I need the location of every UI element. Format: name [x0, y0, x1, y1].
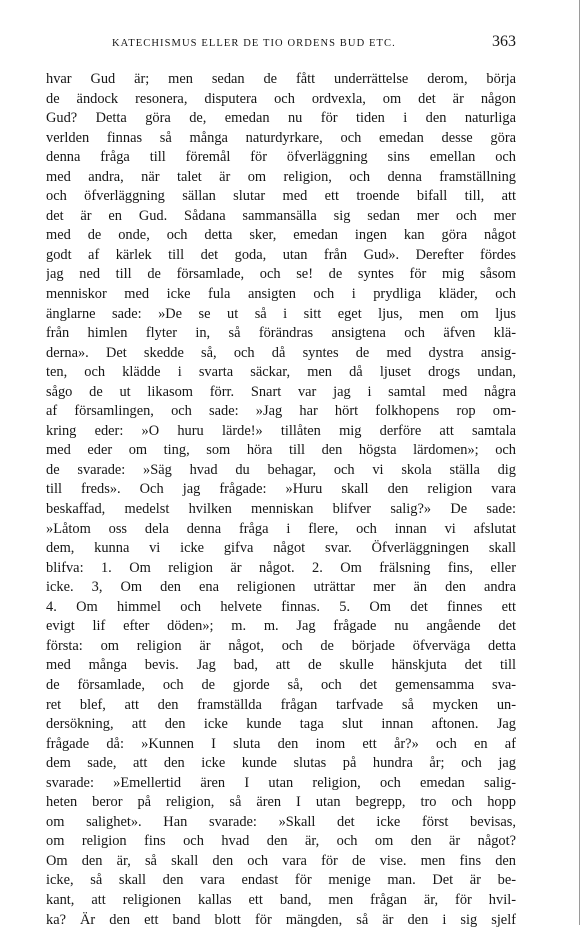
- text-line-37: svarade: »Emellertid ären I utan religion, och emedan salig-: [46, 774, 516, 791]
- text-line-3: Gud? Detta göra de, emedan nu för tiden i den naturliga: [46, 110, 516, 127]
- text-line-15: derna». Det skedde så, och då syntes de med dystra ansig-: [46, 344, 516, 361]
- text-line-38: heten beror på religion, så ären I utan begrepp, tro och hopp: [46, 794, 516, 811]
- text-line-12: menniskor med icke fula ansigten och i prydliga kläder, och: [46, 286, 516, 303]
- text-line-34: dersökning, att den icke kunde taga slut innan aftonen. Jag: [46, 716, 516, 733]
- text-line-4: verlden finnas så många naturdyrkare, och emedan desse göra: [46, 129, 516, 146]
- text-line-14: från himlen flyter in, så förändras ansigtena och äfven klä-: [46, 325, 516, 342]
- text-line-6: med andra, när talet är om religion, och denna framställning: [46, 168, 516, 185]
- text-line-39: om salighet». Han svarade: »Skall det icke först bevisas,: [46, 813, 516, 830]
- text-line-42: icke, så skall den vara endast för menige man. Det är be-: [46, 872, 516, 889]
- text-line-24: »Låtom oss dela denna fråga i flere, och innan vi afslutat: [46, 520, 516, 537]
- text-line-11: jag ned till de församlade, och se! de syntes för mig såsom: [46, 266, 516, 283]
- text-line-43: kant, att religionen kallas ett band, men frågan är, för hvil-: [46, 891, 516, 908]
- text-line-9: med de onde, och detta sker, emedan ingen kan göra något: [46, 227, 516, 244]
- document-page: [46, 18, 516, 928]
- text-line-23: beskaffad, medelst hvilken menniskan blifver salig?» De sade:: [46, 501, 516, 518]
- text-line-25: dem, kunna vi icke gifva något svar. Öfverläggningen skall: [46, 540, 516, 557]
- text-line-5: denna fråga till föremål för öfverläggning sins emellan och: [46, 149, 516, 166]
- text-line-7: och öfverläggning sällan slutar med ett troende bifall till, att: [46, 188, 516, 205]
- text-line-2: de ändock resonera, disputera och ordvexla, om det är någon: [46, 90, 516, 107]
- text-line-1: hvar Gud är; men sedan de fått underrättelse derom, börja: [46, 71, 516, 87]
- text-line-27: icke. 3, Om den ena religionen uträttar mer än den andra: [46, 579, 516, 596]
- text-line-44: ka? Är den ett band blott för mängden, så är den i sig sjelf: [46, 911, 516, 928]
- text-line-20: med eder om ting, som höra till den högsta lärdomen»; och: [46, 442, 516, 459]
- text-line-18: af församlingen, och sade: »Jag har hört folkhopens rop om-: [46, 403, 516, 420]
- text-line-16: ten, och klädde i svarta säckar, men då ljuset drogs undan,: [46, 364, 516, 381]
- text-line-36: dem sade, att den icke kunde slutas på hundra år; och jag: [46, 755, 516, 772]
- text-line-17: sågo de ut likasom förr. Snart var jag i samtal med några: [46, 383, 516, 400]
- text-line-29: evigt lif efter döden»; m. m. Jag frågade nu angående det: [46, 618, 516, 635]
- text-line-30: första: om religion är något, och de började öfverväga detta: [46, 637, 516, 654]
- text-line-19: kring eder: »O huru lärde!» tillåten mig derföre att samtala: [46, 422, 516, 439]
- text-line-26: blifva: 1. Om religion är något. 2. Om frälsning fins, eller: [46, 559, 516, 576]
- text-line-41: Om den är, så skall den och vara för de vise. men fins den: [46, 852, 516, 869]
- running-header: [46, 18, 516, 50]
- page-edge-line: [579, 0, 580, 925]
- header-title: KATECHISMUS ELLER DE TIO ORDENS BUD ETC.: [112, 38, 396, 49]
- text-line-21: de svarade: »Säg hvad du behagar, och vi skola ställa dig: [46, 461, 516, 478]
- text-line-40: om religion fins och hvad den är, och om den är något?: [46, 833, 516, 850]
- body-text: [46, 70, 516, 930]
- text-line-10: godt af kärlek till det goda, utan från Gud». Derefter fördes: [46, 246, 516, 263]
- text-line-13: änglarne sade: »De se ut så i sitt eget ljus, men om ljus: [46, 305, 516, 322]
- text-line-8: det är en Gud. Sådana sammansälla sig sedan mer och mer: [46, 207, 516, 224]
- text-line-28: 4. Om himmel och helvete finnas. 5. Om det finnes ett: [46, 598, 516, 615]
- text-line-22: till freds». Och jag frågade: »Huru skall den religion vara: [46, 481, 516, 498]
- text-line-32: de församlade, och de gjorde så, och det gemensamma sva-: [46, 676, 516, 693]
- page-number: 363: [492, 33, 516, 50]
- text-line-33: ret blef, att den framställda frågan tarfvade så mycken un-: [46, 696, 516, 713]
- text-line-31: med många bevis. Jag bad, att de skulle hänskjuta det till: [46, 657, 516, 674]
- text-line-35: frågade då: »Kunnen I sluta den inom ett år?» och en af: [46, 735, 516, 752]
